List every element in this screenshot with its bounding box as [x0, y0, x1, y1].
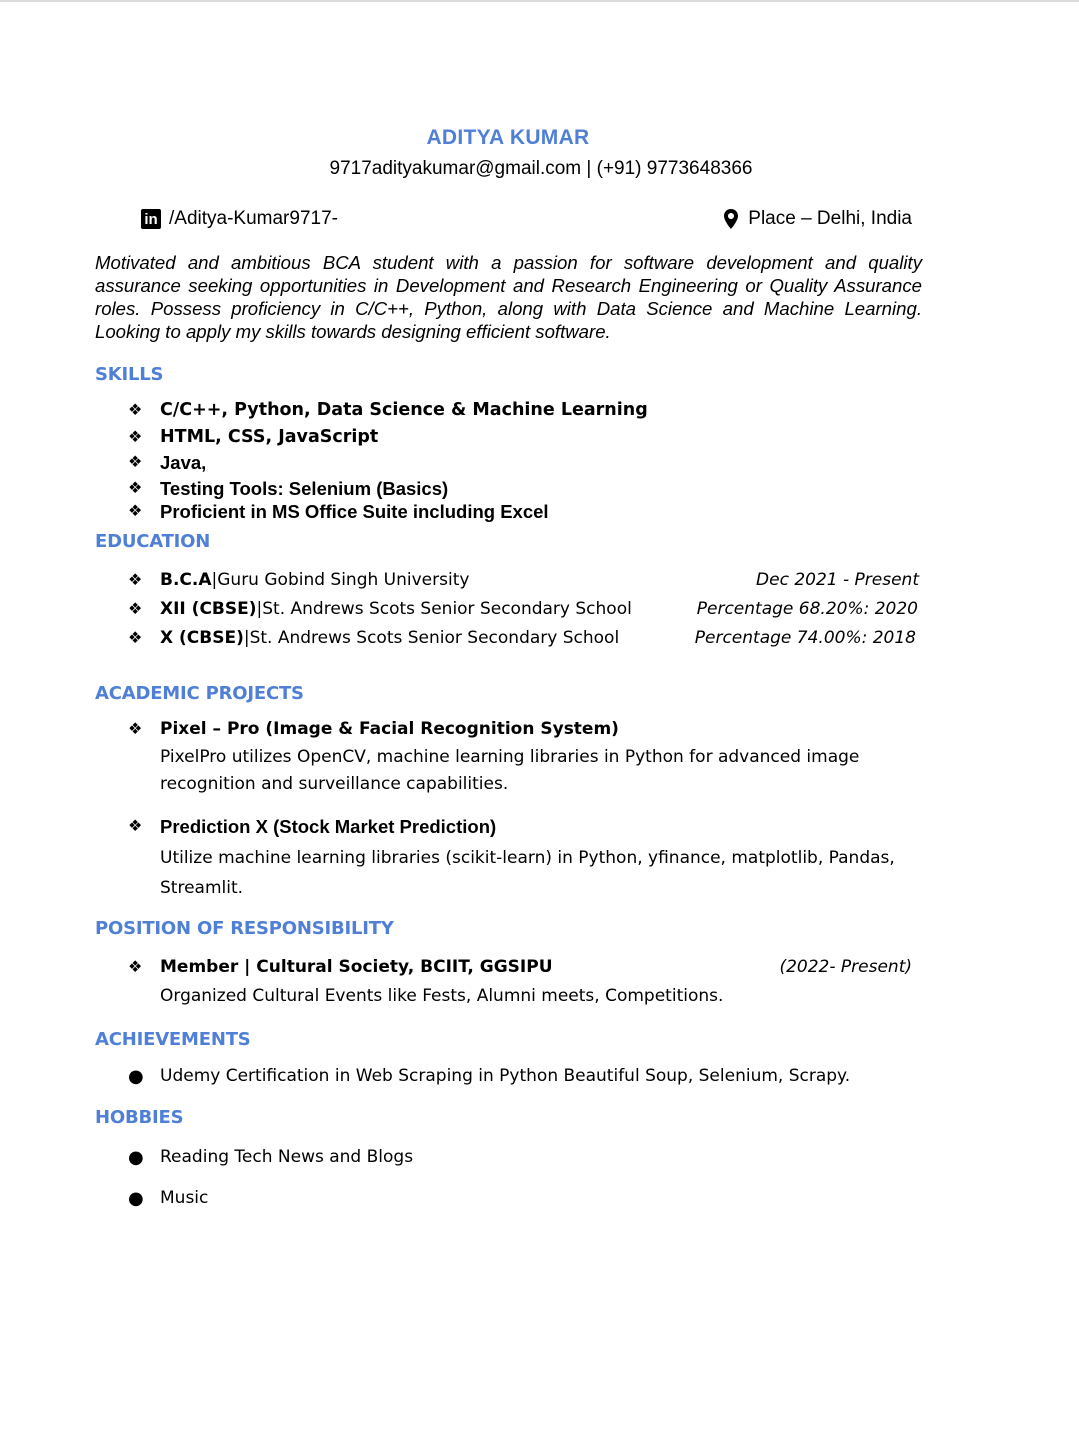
linkedin-icon: in: [141, 209, 161, 229]
skill-item: [128, 452, 206, 474]
diamond-bullet-icon: ❖: [128, 719, 143, 738]
education-item: [128, 570, 469, 590]
dot-bullet-icon: ●: [128, 1188, 144, 1209]
project-item: [128, 719, 619, 739]
education-detail: Percentage 68.20%: 2020: [696, 599, 918, 619]
project-item: [128, 816, 496, 838]
education-separator: |: [243, 628, 250, 648]
education-detail: Percentage 74.00%: 2018: [694, 628, 916, 648]
skill-text: Java,: [160, 452, 207, 473]
education-institution: St. Andrews Scots Senior Secondary School: [249, 628, 620, 648]
skill-item: [128, 400, 648, 420]
section-heading-education: EDUCATION: [95, 531, 211, 552]
location: [724, 208, 912, 230]
education-degree: XII (CBSE): [160, 599, 257, 619]
section-heading-hobbies: HOBBIES: [95, 1107, 184, 1128]
education-institution: St. Andrews Scots Senior Secondary School: [262, 599, 632, 619]
hobby-text: Music: [160, 1188, 209, 1208]
linkedin-link[interactable]: [141, 208, 338, 230]
diamond-bullet-icon: ❖: [128, 628, 143, 647]
skill-item: [128, 501, 549, 523]
education-institution: Guru Gobind Singh University: [217, 570, 470, 590]
section-heading-position: POSITION OF RESPONSIBILITY: [95, 918, 394, 939]
project-title: Pixel – Pro (Image & Facial Recognition System): [160, 719, 619, 739]
position-item: [128, 957, 553, 977]
page-top-border: [0, 0, 1079, 2]
place-text: Place – Delhi, India: [748, 208, 912, 229]
hobby-item: [128, 1188, 208, 1209]
diamond-bullet-icon: ❖: [128, 454, 143, 471]
skill-item: [128, 478, 448, 500]
diamond-bullet-icon: ❖: [128, 402, 143, 419]
education-separator: |: [211, 570, 218, 590]
achievement-item: [128, 1066, 850, 1087]
contact-line: 9717adityakumar@gmail.com | (+91) 9773648366: [329, 158, 753, 179]
position-period: (2022- Present): [779, 957, 912, 977]
project-description: Utilize machine learning libraries (scikit-learn) in Python, yfinance, matplotlib, Pandas, Streamlit.: [160, 848, 895, 898]
diamond-bullet-icon: ❖: [128, 818, 143, 835]
project-title: Prediction X (Stock Market Prediction): [160, 816, 497, 837]
section-heading-achievements: ACHIEVEMENTS: [95, 1029, 251, 1050]
education-separator: |: [256, 599, 263, 619]
position-title: Member | Cultural Society, BCIIT, GGSIPU: [160, 957, 553, 977]
section-heading-skills: SKILLS: [95, 364, 164, 385]
linkedin-handle: /Aditya-Kumar9717-: [169, 208, 338, 229]
education-degree: B.C.A: [160, 570, 212, 590]
diamond-bullet-icon: ❖: [128, 599, 143, 618]
diamond-bullet-icon: ❖: [128, 429, 143, 446]
map-pin-icon: [724, 209, 738, 229]
education-item: [128, 628, 619, 648]
skill-text: Testing Tools: Selenium (Basics): [160, 478, 449, 499]
diamond-bullet-icon: ❖: [128, 480, 143, 497]
dot-bullet-icon: ●: [128, 1147, 144, 1168]
summary-paragraph: Motivated and ambitious BCA student with a passion for software development and quality assurance seeking opportunities in Development and Research Engineering or Quality Assurance roles. Possess proficiency in C/C++, Python, along with Data Science and Machine Learning. Looking to apply my skills towards designing efficient software.: [95, 252, 922, 342]
education-detail: Dec 2021 - Present: [756, 570, 919, 590]
diamond-bullet-icon: ❖: [128, 570, 143, 589]
section-heading-projects: ACADEMIC PROJECTS: [95, 683, 304, 704]
education-item: [128, 599, 632, 619]
hobby-text: Reading Tech News and Blogs: [160, 1147, 414, 1167]
skill-item: [128, 427, 378, 447]
achievement-text: Udemy Certification in Web Scraping in Python Beautiful Soup, Selenium, Scrapy.: [160, 1066, 851, 1086]
resume-name: ADITYA KUMAR: [426, 126, 590, 149]
project-description: PixelPro utilizes OpenCV, machine learning libraries in Python for advanced image recognition and surveillance capabilities.: [160, 747, 860, 794]
skill-text: Proficient in MS Office Suite including Excel: [160, 501, 549, 522]
skill-text: HTML, CSS, JavaScript: [160, 427, 379, 447]
position-description: Organized Cultural Events like Fests, Alumni meets, Competitions.: [160, 986, 724, 1006]
diamond-bullet-icon: ❖: [128, 957, 143, 976]
skill-text: C/C++, Python, Data Science & Machine Learning: [160, 400, 648, 420]
education-degree: X (CBSE): [160, 628, 244, 648]
dot-bullet-icon: ●: [128, 1066, 144, 1087]
hobby-item: [128, 1147, 413, 1168]
diamond-bullet-icon: ❖: [128, 503, 143, 520]
